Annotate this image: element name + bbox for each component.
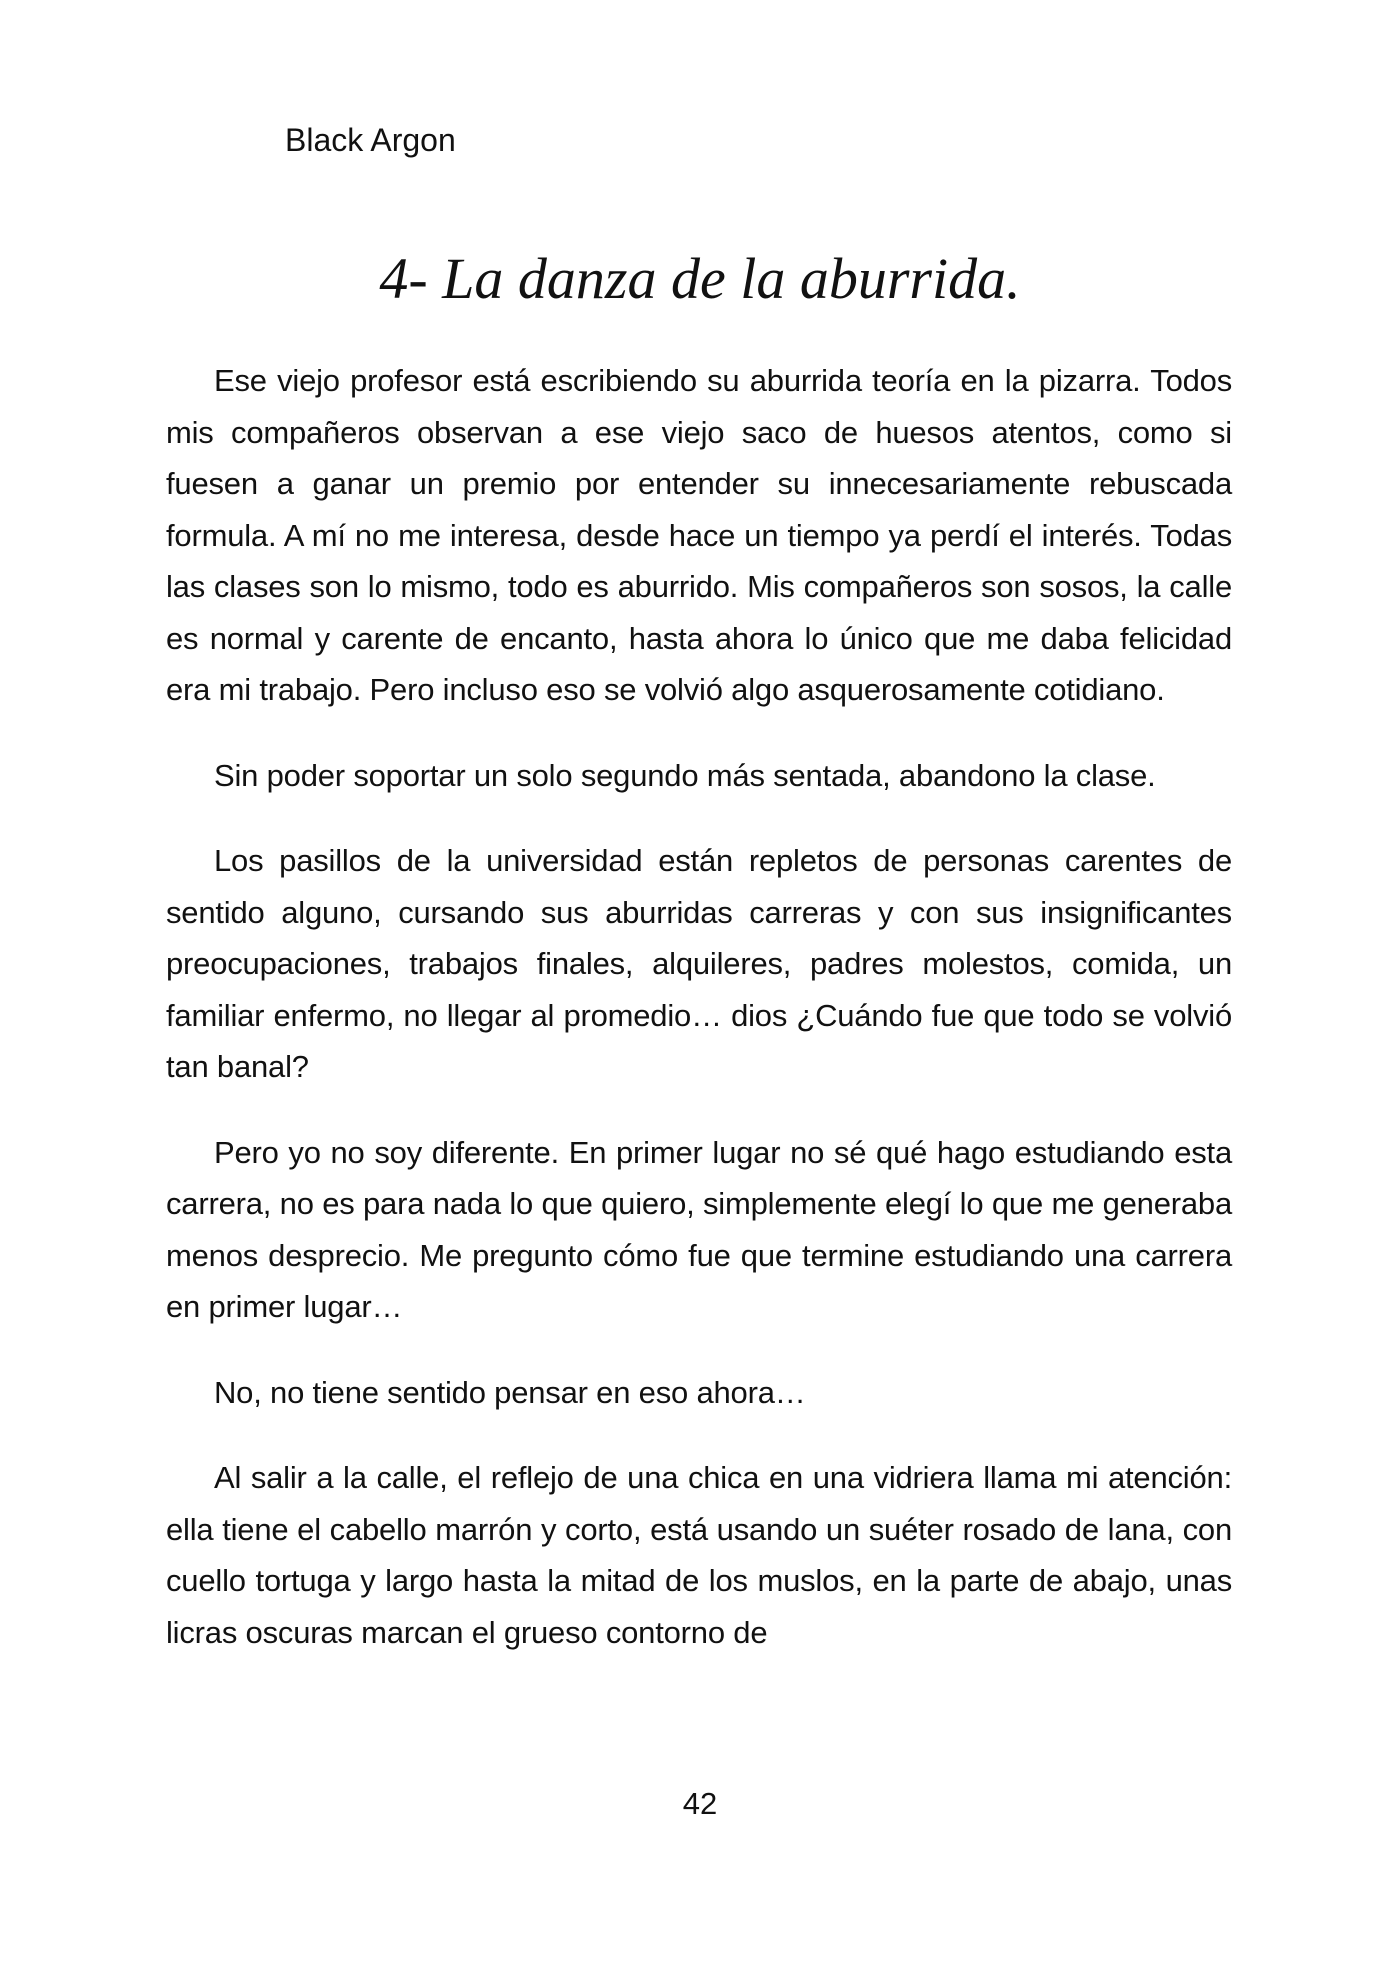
page-number: 42 [682,1786,718,1821]
paragraph: Ese viejo profesor está escribiendo su aburrida teoría en la pizarra. Todos mis compañeros observan a ese viejo saco de huesos atentos, como si fuesen a ganar un premio por entender su innecesariamente rebuscada formula. A mí no me interesa, desde hace un tiempo ya perdí el interés. Todas las clases son lo mismo, todo es aburrido. Mis compañeros son sosos, la calle es normal y carente de encanto, hasta ahora lo único que me daba felicidad era mi trabajo. Pero incluso eso se volvió algo asquerosamente cotidiano. [166,363,1232,707]
paragraph: Al salir a la calle, el reflejo de una chica en una vidriera llama mi atención: ella tiene el cabello marrón y corto, está usando un suéter rosado de lana, con cuello tortuga y largo hasta la mitad de los muslos, en la parte de abajo, unas licras oscuras marcan el grueso contorno de [166,1460,1232,1650]
paragraph: No, no tiene sentido pensar en eso ahora… [214,1374,806,1410]
chapter-title: 4- La danza de la aburrida. [379,246,1021,311]
paragraph: Los pasillos de la universidad están repletos de personas carentes de sentido alguno, cursando sus aburridas carreras y con sus insignificantes preocupaciones, trabajos finales, alquileres, padres molestos, comida, un familiar enfermo, no llegar al promedio… dios ¿Cuándo fue que todo se volvió tan banal? [166,843,1232,1084]
paragraph: Sin poder soportar un solo segundo más sentada, abandono la clase. [214,757,1156,793]
paragraph: Pero yo no soy diferente. En primer lugar no sé qué hago estudiando esta carrera, no es para nada lo que quiero, simplemente elegí lo que me generaba menos desprecio. Me pregunto cómo fue que termine estudiando una carrera en primer lugar… [166,1134,1232,1324]
chapter-body [166,355,1232,1692]
running-head: Black Argon [285,122,456,158]
